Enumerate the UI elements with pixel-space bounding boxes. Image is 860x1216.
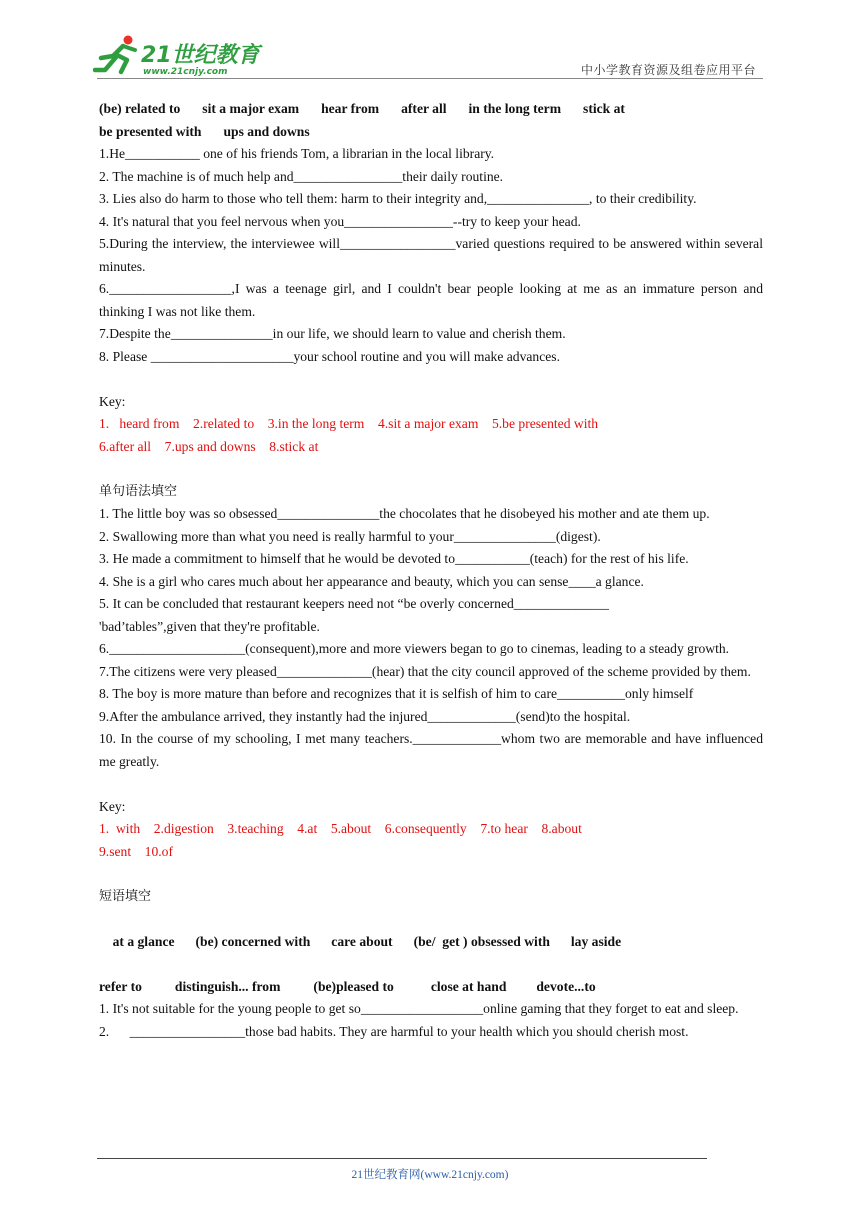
phrase: devote...to (536, 978, 596, 994)
question: 1. It's not suitable for the young people to get so__________________online gaming that they forget to eat and sleep. (99, 1001, 739, 1016)
question: 8. The boy is more mature than before and recognizes that it is selfish of him to care__________only himself (99, 686, 694, 701)
question: 8. Please _____________________your school routine and you will make advances. (99, 348, 560, 364)
question: 3. Lies also do harm to those who tell them: harm to their integrity and,_______________, to their credibility. (99, 191, 697, 206)
phrase: distinguish... from (174, 978, 281, 994)
answer-key-line: 9.sent 10.of (99, 843, 174, 859)
phrase: hear from (321, 101, 380, 116)
worksheet-content (99, 98, 763, 1043)
question: 10. In the course of my schooling, I met many teachers._____________whom two are memorable and have influenced me greatly. (99, 731, 763, 769)
question: 2. Swallowing more than what you need is really harmful to your_______________(digest). (99, 528, 601, 544)
phrase-bank-3 (99, 908, 763, 976)
footer-divider (97, 1158, 707, 1159)
answer-key-line: 6.after all 7.ups and downs 8.stick at (99, 438, 319, 454)
question: 3. He made a commitment to himself that he would be devoted to___________(teach) for the rest of his life. (99, 551, 689, 566)
phrase: stick at (583, 101, 625, 116)
phrase: ups and downs (223, 123, 310, 139)
platform-name: 中小学教育资源及组卷应用平台 (580, 63, 756, 77)
phrase: (be) related to (99, 101, 181, 116)
section-title: 单句语法填空 (99, 483, 178, 499)
footer-link[interactable]: 21世纪教育网(www.21cnjy.com) (351, 1169, 509, 1181)
phrase: (be/ get ) obsessed with (413, 933, 550, 949)
question: 6.____________________(consequent),more and more viewers began to go to cinemas, leading to a steady growth. (99, 641, 730, 656)
phrase: be presented with (99, 123, 202, 139)
question: 4. It's natural that you feel nervous when you________________--try to keep your head. (99, 213, 581, 229)
question: 2. The machine is of much help and________________their daily routine. (99, 168, 504, 184)
phrase: lay aside (570, 933, 622, 949)
logo-url: www.21cnjy.com (143, 67, 228, 77)
section-title: 短语填空 (99, 888, 152, 904)
question: 5. It can be concluded that restaurant keepers need not “be overly concerned______________ (99, 596, 609, 611)
phrase: at a glance (112, 933, 175, 949)
phrase: close at hand (430, 978, 507, 994)
question: 7.The citizens were very pleased______________(hear) that the city council approved of the scheme provided by them. (99, 663, 751, 679)
question: 1.He___________ one of his friends Tom, a librarian in the local library. (99, 146, 495, 161)
site-logo (93, 34, 263, 78)
header-divider (97, 78, 763, 79)
phrase: sit a major exam (202, 101, 300, 116)
question: 1. The little boy was so obsessed_______________the chocolates that he disobeyed his mother and ate them up. (99, 506, 710, 521)
question: 6.__________________,I was a teenage girl, and I couldn't bear people looking at me as an immature person and thinking I was not like them. (99, 281, 763, 319)
phrase: in the long term (468, 101, 562, 116)
phrase: (be)pleased to (313, 978, 394, 994)
phrase: care about (331, 933, 393, 949)
phrase-bank-3b (99, 976, 763, 999)
key-label: Key: (99, 798, 126, 814)
question: 2. _________________those bad habits. They are harmful to your health which you should cherish most. (99, 1023, 689, 1039)
logo-title: 21世纪教育 (141, 43, 260, 68)
phrase-bank-1b (99, 121, 763, 144)
phrase: after all (401, 101, 447, 116)
question: 7.Despite the_______________in our life, we should learn to value and cherish them. (99, 326, 566, 341)
answer-key-line: 1. heard from 2.related to 3.in the long term 4.sit a major exam 5.be presented with (99, 416, 599, 431)
runner-logo-icon (93, 34, 263, 78)
question-continued: 'bad’tables”,given that they're profitable. (99, 618, 320, 634)
question: 5.During the interview, the interviewee will_________________varied questions required to be answered within several minutes. (99, 236, 763, 274)
question: 9.After the ambulance arrived, they instantly had the injured_____________(send)to the hospital. (99, 708, 631, 724)
key-label: Key: (99, 393, 126, 409)
phrase-bank-1 (99, 98, 763, 121)
phrase: (be) concerned with (195, 933, 311, 949)
answer-key-line: 1. with 2.digestion 3.teaching 4.at 5.about 6.consequently 7.to hear 8.about (99, 821, 582, 836)
question: 4. She is a girl who cares much about her appearance and beauty, which you can sense____a glance. (99, 573, 644, 589)
phrase: refer to (99, 978, 142, 994)
